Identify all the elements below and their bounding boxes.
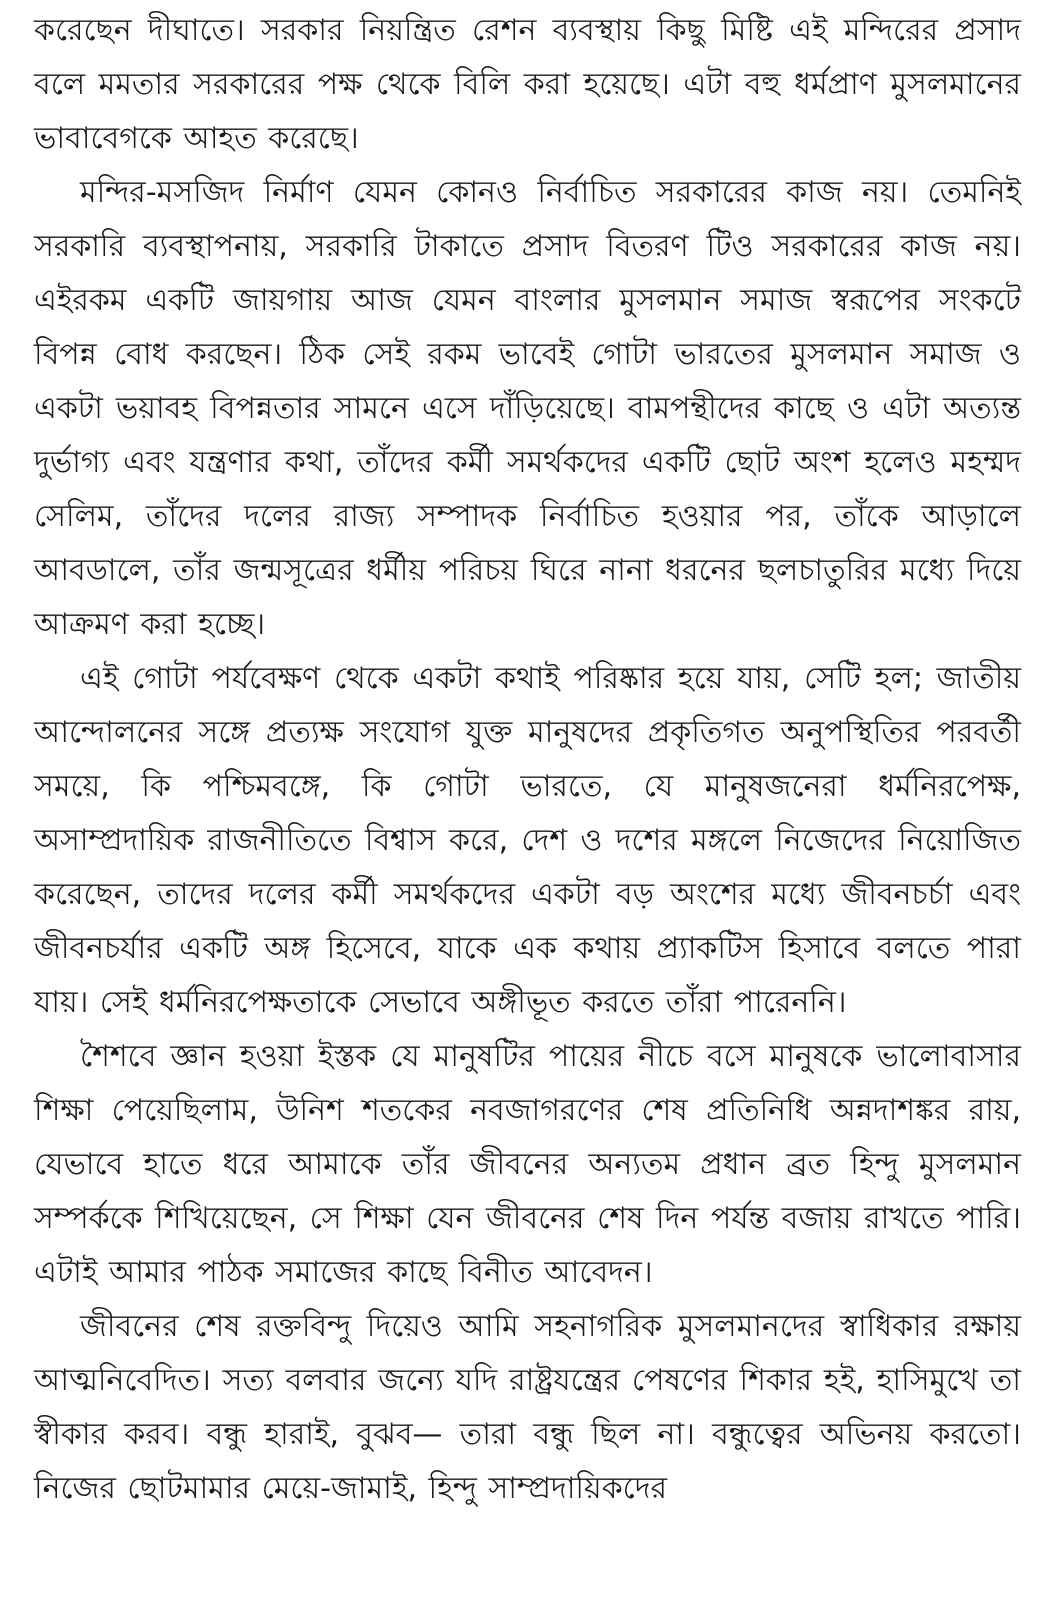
paragraph-5: জীবনের শেষ রক্তবিন্দু দিয়েও আমি সহনাগরিক মুসলমানদের স্বাধিকার রক্ষায় আত্মনিবেদিত। সত্য বলবার জন্যে যদি রাষ্ট্রযন্ত্রের পেষণের শিকার হই, হাসিমুখে তা স্বীকার করব। বন্ধু হারাই, বুঝব— তারা বন্ধু ছিল না। বন্ধুত্বের অভিনয় করতো। নিজের ছোটমামার মেয়ে-জামাই, হিন্দু সাম্প্রদায়িকদের [34,1309,1021,1506]
paragraph-1: করেছেন দীঘাতে। সরকার নিয়ন্ত্রিত রেশন ব্যবস্থায় কিছু মিষ্টি এই মন্দিরের প্রসাদ বলে মমতার সরকারের পক্ষ থেকে বিলি করা হয়েছে। এটা বহু ধর্মপ্রাণ মুসলমানের ভাবাবেগকে আহত করেছে। [34,13,1021,156]
paragraph-4: শৈশবে জ্ঞান হওয়া ইস্তক যে মানুষটির পায়ের নীচে বসে মানুষকে ভালোবাসার শিক্ষা পেয়েছিলাম, উনিশ শতকের নবজাগরণের শেষ প্রতিনিধি অন্নদাশঙ্কর রায়, যেভাবে হাতে ধরে আমাকে তাঁর জীবনের অন্যতম প্রধান ব্রত হিন্দু মুসলমান সম্পর্ককে শিখিয়েছেন, সে শিক্ষা যেন জীবনের শেষ দিন পর্যন্ত বজায় রাখতে পারি। এটাই আমার পাঠক সমাজের কাছে বিনীত আবেদন। [34,1039,1021,1290]
paragraph-2: মন্দির-মসজিদ নির্মাণ যেমন কোনও নির্বাচিত সরকারের কাজ নয়। তেমনিই সরকারি ব্যবস্থাপনায়, সরকারি টাকাতে প্রসাদ বিতরণ টিও সরকারের কাজ নয়। এইরকম একটি জায়গায় আজ যেমন বাংলার মুসলমান সমাজ স্বরূপের সংকটে বিপন্ন বোধ করছেন। ঠিক সেই রকম ভাবেই গোটা ভারতের মুসলমান সমাজ ও একটা ভয়াবহ বিপন্নতার সামনে এসে দাঁড়িয়েছে। বামপন্থীদের কাছে ও এটা অত্যন্ত দুর্ভাগ্য এবং যন্ত্রণার কথা, তাঁদের কর্মী সমর্থকদের একটি ছোট অংশ হলেও মহম্মদ সেলিম, তাঁদের দলের রাজ্য সম্পাদক নির্বাচিত হওয়ার পর, তাঁকে আড়ালে আবডালে, তাঁর জন্মসূত্রের ধর্মীয় পরিচয় ঘিরে নানা ধরনের ছলচাতুরির মধ্যে দিয়ে আক্রমণ করা হচ্ছে। [34,175,1021,642]
paragraph-3: এই গোটা পর্যবেক্ষণ থেকে একটা কথাই পরিষ্কার হয়ে যায়, সেটি হল; জাতীয় আন্দোলনের সঙ্গে প্রত্যক্ষ সংযোগ যুক্ত মানুষদের প্রকৃতিগত অনুপস্থিতির পরবর্তী সময়ে, কি পশ্চিমবঙ্গে, কি গোটা ভারতে, যে মানুষজনেরা ধর্মনিরপেক্ষ, অসাম্প্রদায়িক রাজনীতিতে বিশ্বাস করে, দেশ ও দশের মঙ্গলে নিজেদের নিয়োজিত করেছেন, তাদের দলের কর্মী সমর্থকদের একটা বড় অংশের মধ্যে জীবনচর্চা এবং জীবনচর্যার একটি অঙ্গ হিসেবে, যাকে এক কথায় প্র্যাকটিস হিসাবে বলতে পারা যায়। সেই ধর্মনিরপেক্ষতাকে সেভাবে অঙ্গীভূত করতে তাঁরা পারেননি। [34,661,1021,1020]
